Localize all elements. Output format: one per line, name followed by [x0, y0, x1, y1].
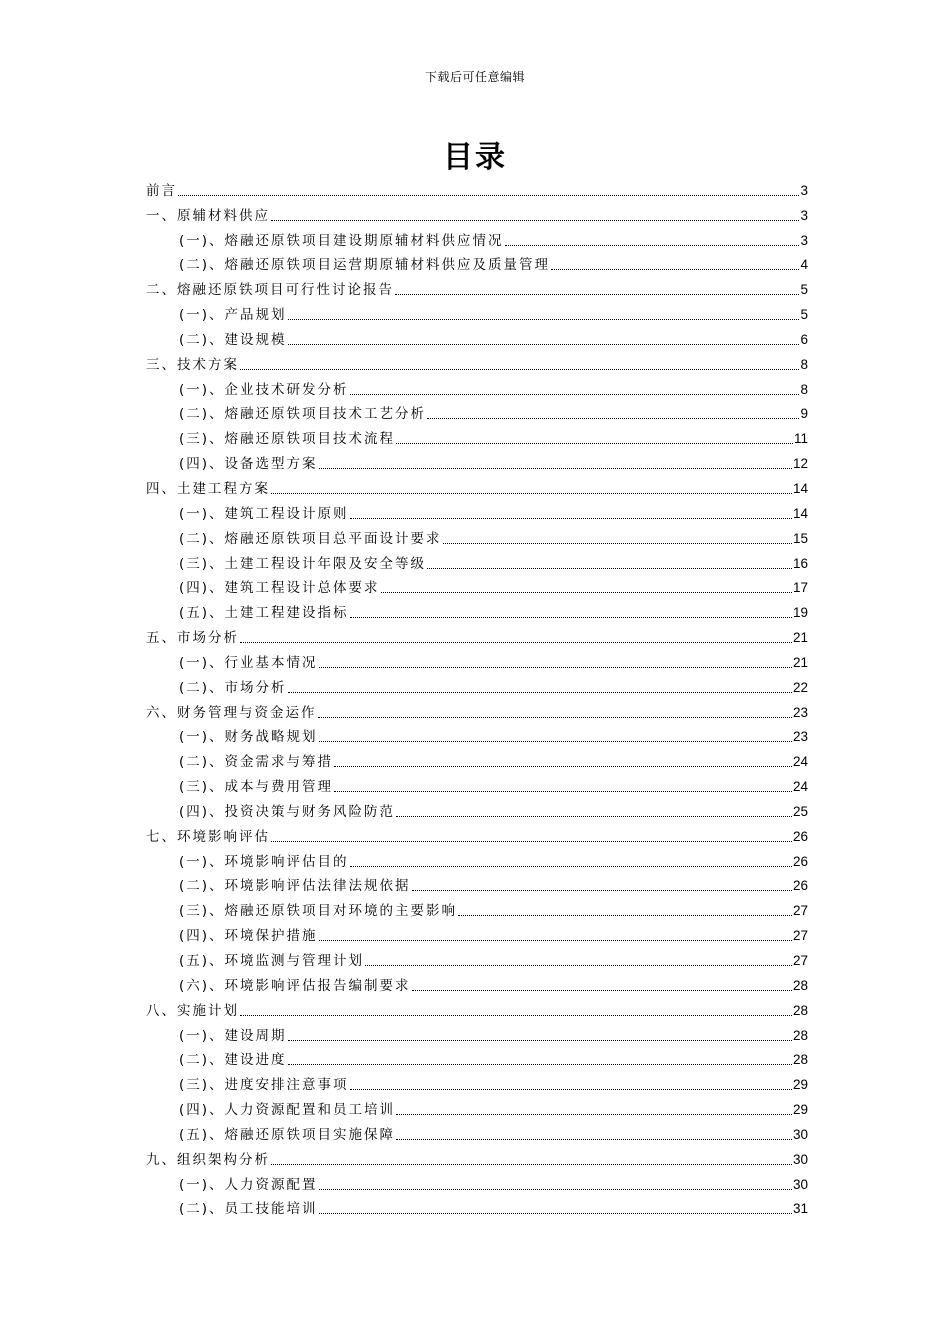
toc-entry-page-number: 3: [800, 182, 808, 198]
toc-entry-page-number: 24: [792, 754, 808, 770]
toc-entry-page-number: 28: [792, 1052, 808, 1068]
toc-entry[interactable]: [146, 996, 808, 1021]
toc-entry-label: 六、财务管理与资金运作: [146, 704, 317, 721]
toc-entry-page-number: 16: [792, 555, 808, 571]
toc-dot-leader: [271, 492, 792, 494]
toc-dot-leader: [350, 517, 792, 519]
toc-entry[interactable]: [146, 1021, 808, 1046]
toc-entry-label: (二)、市场分析: [179, 679, 287, 696]
toc-entry-label: (二)、资金需求与筹措: [179, 754, 334, 771]
toc-entry-label: 一、原辅材料供应: [146, 207, 270, 224]
toc-entry-label: 前言: [146, 182, 177, 199]
toc-dot-leader: [427, 417, 799, 419]
toc-dot-leader: [319, 1188, 792, 1190]
toc-entry[interactable]: [146, 499, 808, 524]
toc-entry-label: (三)、熔融还原铁项目对环境的主要影响: [179, 903, 458, 920]
toc-entry-page-number: 23: [792, 729, 808, 745]
toc-entry[interactable]: [146, 449, 808, 474]
toc-entry-label: (四)、投资决策与财务风险防范: [179, 803, 396, 820]
toc-entry-label: (三)、土建工程设计年限及安全等级: [179, 555, 427, 572]
toc-dot-leader: [443, 542, 792, 544]
toc-dot-leader: [288, 343, 800, 345]
toc-entry-label: (二)、熔融还原铁项目运营期原辅材料供应及质量管理: [179, 257, 551, 274]
toc-entry-page-number: 5: [800, 307, 808, 323]
toc-entry[interactable]: [146, 822, 808, 847]
toc-entry-label: (二)、熔融还原铁项目技术工艺分析: [179, 406, 427, 423]
toc-entry[interactable]: [146, 524, 808, 549]
toc-entry-page-number: 27: [792, 953, 808, 968]
toc-entry-label: (一)、熔融还原铁项目建设期原辅材料供应情况: [179, 232, 504, 249]
toc-entry[interactable]: [146, 971, 808, 996]
toc-entry-page-number: 3: [800, 207, 808, 223]
toc-entry[interactable]: [146, 251, 808, 276]
toc-dot-leader: [334, 790, 792, 792]
toc-entry[interactable]: [146, 797, 808, 822]
toc-entry-label: 八、实施计划: [146, 1002, 239, 1019]
toc-entry-label: (四)、人力资源配置和员工培训: [179, 1102, 396, 1119]
toc-entry-page-number: 26: [792, 853, 808, 869]
toc-entry-page-number: 21: [792, 654, 808, 670]
toc-dot-leader: [288, 1039, 792, 1041]
toc-entry-label: (一)、建筑工程设计原则: [179, 505, 349, 522]
toc-dot-leader: [319, 740, 792, 742]
toc-entry-page-number: 17: [792, 580, 808, 596]
toc-entry-label: (四)、设备选型方案: [179, 456, 318, 473]
toc-dot-leader: [551, 268, 799, 270]
toc-dot-leader: [288, 1063, 792, 1065]
toc-entry[interactable]: [146, 201, 808, 226]
toc-entry-page-number: 28: [792, 977, 808, 993]
toc-entry[interactable]: [146, 375, 808, 400]
toc-entry-page-number: 31: [792, 1201, 808, 1217]
toc-entry-page-number: 8: [800, 356, 808, 372]
toc-entry[interactable]: [146, 723, 808, 748]
toc-entry[interactable]: [146, 623, 808, 648]
toc-entry-label: 七、环境影响评估: [146, 828, 270, 845]
toc-entry-page-number: 30: [792, 1126, 808, 1142]
toc-entry[interactable]: [146, 474, 808, 499]
toc-entry-page-number: 27: [792, 928, 808, 944]
toc-dot-leader: [350, 393, 800, 395]
toc-entry-page-number: 28: [792, 1027, 808, 1043]
toc-entry[interactable]: [146, 673, 808, 698]
toc-entry-label: (二)、建设规模: [179, 331, 287, 348]
toc-entry-label: 五、市场分析: [146, 630, 239, 647]
toc-dot-leader: [396, 1113, 792, 1115]
toc-entry[interactable]: [146, 921, 808, 946]
page-title: 目录: [443, 140, 507, 175]
toc-entry-page-number: 6: [800, 331, 808, 347]
toc-entry[interactable]: [146, 772, 808, 797]
toc-entry[interactable]: [146, 300, 808, 325]
toc-entry-page-number: 26: [792, 878, 808, 894]
toc-dot-leader: [319, 467, 792, 469]
toc-entry-label: (一)、产品规划: [179, 307, 287, 324]
toc-entry-label: (四)、环境保护措施: [179, 928, 318, 945]
toc-dot-leader: [240, 641, 792, 643]
toc-entry-page-number: 26: [792, 828, 808, 844]
toc-entry-label: (三)、熔融还原铁项目技术流程: [179, 431, 396, 448]
toc-entry[interactable]: [146, 1145, 808, 1170]
toc-dot-leader: [319, 666, 792, 668]
toc-entry-label: (五)、熔融还原铁项目实施保障: [179, 1126, 396, 1143]
toc-dot-leader: [381, 591, 792, 593]
toc-entry-label: 二、熔融还原铁项目可行性讨论报告: [146, 282, 394, 299]
toc-entry[interactable]: [146, 350, 808, 375]
toc-entry-page-number: 21: [792, 630, 808, 646]
toc-entry-page-number: 14: [792, 505, 808, 521]
toc-entry-label: (一)、财务战略规划: [179, 729, 318, 746]
toc-entry-page-number: 23: [792, 704, 808, 720]
toc-dot-leader: [396, 815, 792, 817]
toc-entry-page-number: 4: [800, 257, 808, 273]
toc-entry-page-number: 5: [800, 282, 808, 298]
toc-dot-leader: [365, 964, 792, 966]
toc-entry-page-number: 27: [792, 903, 808, 919]
toc-entry-page-number: 8: [800, 381, 808, 397]
toc-entry-page-number: 9: [800, 406, 808, 422]
toc-entry[interactable]: [146, 1120, 808, 1145]
toc-entry-page-number: 28: [792, 1002, 808, 1018]
toc-entry-label: (六)、环境影响评估报告编制要求: [179, 977, 411, 994]
toc-dot-leader: [271, 219, 799, 221]
toc-dot-leader: [178, 194, 799, 196]
toc-entry[interactable]: [146, 275, 808, 300]
toc-entry-label: (二)、熔融还原铁项目总平面设计要求: [179, 530, 442, 547]
toc-dot-leader: [240, 368, 799, 370]
toc-dot-leader: [396, 442, 793, 444]
toc-entry-label: 三、技术方案: [146, 356, 239, 373]
toc-dot-leader: [318, 716, 792, 718]
toc-entry[interactable]: [146, 325, 808, 350]
toc-entry[interactable]: [146, 847, 808, 872]
toc-entry-label: (一)、建设周期: [179, 1027, 287, 1044]
toc-entry-label: (一)、企业技术研发分析: [179, 381, 349, 398]
toc-entry[interactable]: [146, 1046, 808, 1071]
toc-dot-leader: [319, 939, 792, 941]
toc-entry-page-number: 12: [792, 456, 808, 472]
toc-entry[interactable]: [146, 896, 808, 921]
toc-entry-page-number: 30: [792, 1151, 808, 1167]
toc-dot-leader: [271, 1163, 792, 1165]
toc-dot-leader: [288, 691, 792, 693]
toc-dot-leader: [334, 765, 792, 767]
toc-dot-leader: [288, 318, 800, 320]
toc-entry-page-number: 29: [792, 1077, 808, 1093]
toc-entry-page-number: 29: [792, 1102, 808, 1118]
toc-entry[interactable]: [146, 574, 808, 599]
toc-entry-page-number: 15: [792, 530, 808, 546]
toc-dot-leader: [271, 840, 792, 842]
toc-entry-label: (二)、建设进度: [179, 1052, 287, 1069]
toc-entry-label: (四)、建筑工程设计总体要求: [179, 580, 380, 597]
toc-dot-leader: [412, 889, 792, 891]
toc-entry-label: (五)、环境监测与管理计划: [179, 953, 365, 969]
toc-entry-label: (五)、土建工程建设指标: [179, 605, 349, 622]
toc-entry[interactable]: [146, 872, 808, 897]
table-of-contents: [146, 176, 808, 1219]
toc-entry[interactable]: [146, 1095, 808, 1120]
toc-dot-leader: [458, 914, 792, 916]
toc-entry-label: (二)、员工技能培训: [179, 1201, 318, 1218]
toc-dot-leader: [350, 616, 792, 618]
page-header: 下载后可任意编辑: [424, 70, 525, 84]
toc-dot-leader: [505, 244, 800, 246]
toc-entry-page-number: 25: [792, 803, 808, 819]
toc-entry[interactable]: [146, 747, 808, 772]
toc-entry[interactable]: [146, 176, 808, 201]
toc-entry[interactable]: [146, 648, 808, 673]
toc-entry-page-number: 11: [793, 431, 808, 447]
toc-entry[interactable]: [146, 424, 808, 449]
toc-entry[interactable]: [146, 226, 808, 251]
toc-entry[interactable]: [146, 400, 808, 425]
toc-entry-page-number: 30: [792, 1176, 808, 1192]
toc-entry-page-number: 22: [792, 679, 808, 695]
toc-entry-label: (三)、进度安排注意事项: [179, 1077, 349, 1094]
toc-entry[interactable]: [146, 698, 808, 723]
toc-dot-leader: [350, 865, 792, 867]
toc-entry[interactable]: [146, 1195, 808, 1220]
toc-entry[interactable]: [146, 1170, 808, 1195]
toc-dot-leader: [396, 1138, 792, 1140]
toc-dot-leader: [395, 293, 799, 295]
toc-entry[interactable]: [146, 549, 808, 574]
toc-entry-label: (一)、人力资源配置: [179, 1176, 318, 1193]
toc-entry-label: (三)、成本与费用管理: [179, 779, 334, 796]
toc-dot-leader: [412, 989, 792, 991]
toc-dot-leader: [427, 567, 792, 569]
toc-dot-leader: [319, 1212, 792, 1214]
toc-entry-page-number: 19: [792, 605, 808, 621]
toc-entry-label: 九、组织架构分析: [146, 1151, 270, 1168]
toc-entry-label: (一)、环境影响评估目的: [179, 853, 349, 870]
toc-entry-page-number: 14: [792, 480, 808, 496]
toc-dot-leader: [350, 1088, 792, 1090]
toc-entry[interactable]: [146, 1070, 808, 1095]
toc-entry-label: (二)、环境影响评估法律法规依据: [179, 878, 411, 895]
toc-entry-label: 四、土建工程方案: [146, 480, 270, 497]
toc-entry-page-number: 3: [800, 232, 808, 248]
toc-entry[interactable]: [146, 946, 808, 971]
toc-dot-leader: [240, 1014, 792, 1016]
toc-entry-page-number: 24: [792, 779, 808, 795]
toc-entry[interactable]: [146, 598, 808, 623]
toc-entry-label: (一)、行业基本情况: [179, 654, 318, 671]
